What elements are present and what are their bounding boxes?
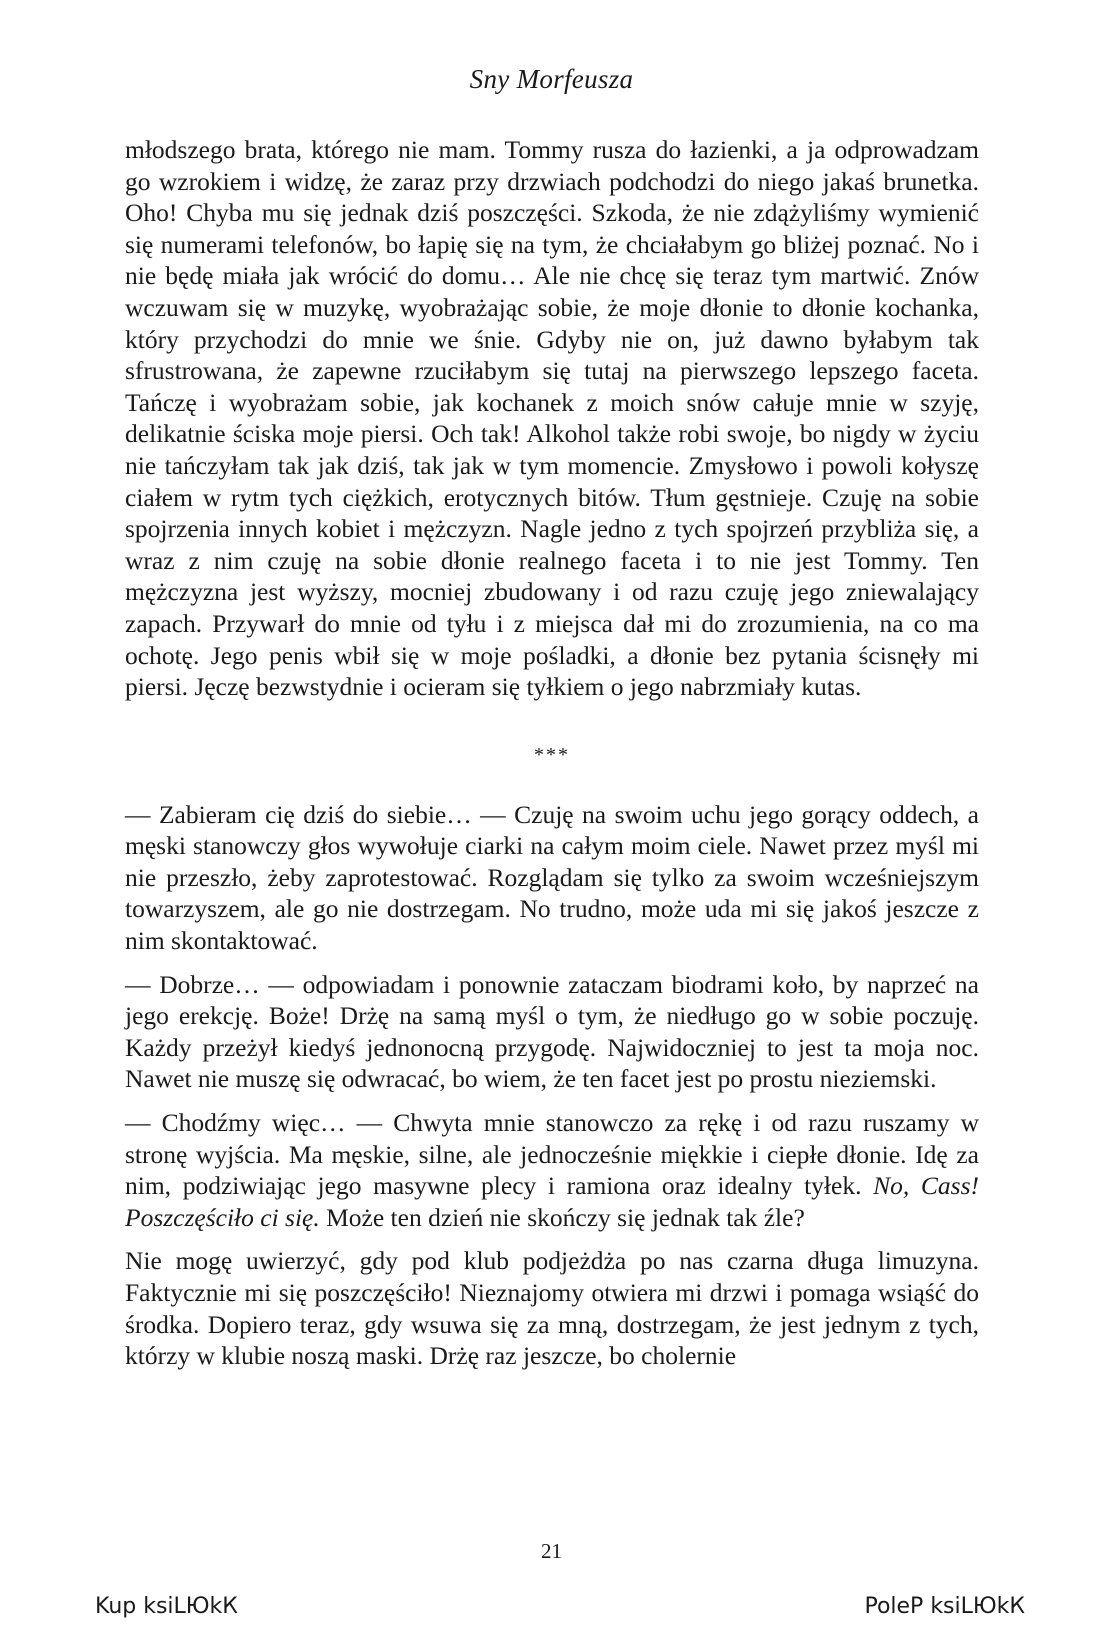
page-number: 21 <box>541 1539 562 1563</box>
italic-thought: No, Cass! Poszczęściło ci się. <box>125 1171 979 1232</box>
running-title: Sny Morfeusza <box>469 64 634 94</box>
dialogue-paragraph: — Dobrze… — odpowiadam i ponownie zataczam biodrami koło, by naprzeć na jego erekcję. Boże! Drżę na samą myśl o tym, że niedługo go w sobie poczuję. Każdy przeżył kiedyś jednonocną przygodę. Najwidoczniej to jest ta moja noc. Nawet nie muszę się odwracać, bo wiem, że ten facet jest po prostu nieziemski. <box>125 969 979 1094</box>
page-body <box>125 134 979 1372</box>
dialogue-paragraph <box>125 1107 979 1233</box>
recommend-book-link[interactable]: PoleP ksiLЮkК <box>864 1594 1025 1619</box>
text-run: Może ten dzień nie skończy się jednak tak źle? <box>319 1202 805 1232</box>
paragraph: młodszego brata, którego nie mam. Tommy rusza do łazienki, a ja odprowadzam go wzrokiem i widzę, że zaraz przy drzwiach podchodzi do niego jakaś brunetka. Oho! Chyba mu się jednak dziś poszczęści. Szkoda, że nie zdążyliśmy wymienić się numerami telefonów, bo łapię się na tym, że chciałabym go bliżej poznać. No i nie będę miała jak wrócić do domu… Ale nie chcę się teraz tym martwić. Znów wczuwam się w muzykę, wyobrażając sobie, że moje dłonie to dłonie kochanka, który przychodzi do mnie we śnie. Gdyby nie on, już dawno byłabym tak sfrustrowana, że zapewne rzuciłabym się tutaj na pierwszego lepszego faceta. Tańczę i wyobrażam sobie, jak kochanek z moich snów całuje mnie w szyję, delikatnie ściska moje piersi. Och tak! Alkohol także robi swoje, bo nigdy w życiu nie tańczyłam tak jak dziś, tak jak w tym momencie. Zmysłowo i powoli kołyszę ciałem w rytm tych ciężkich, erotycznych bitów. Tłum gęstnieje. Czuję na sobie spojrzenia innych kobiet i mężczyzn. Nagle jedno z tych spojrzeń przybliża się, a wraz z nim czuję na sobie dłonie realnego faceta i to nie jest Tommy. Ten mężczyzna jest wyższy, mocniej zbudowany i od razu czuję jego zniewalający zapach. Przywarł do mnie od tyłu i z miejsca dał mi do zrozumienia, na co ma ochotę. Jego penis wbił się w moje pośladki, a dłonie bez pytania ścisnęły mi piersi. Jęczę bezwstydnie i ocieram się tyłkiem o jego nabrzmiały kutas. <box>125 135 979 702</box>
dialogue-paragraph: — Zabieram cię dziś do siebie… — Czuję na swoim uchu jego gorący oddech, a męski stanowczy głos wywołuje ciarki na całym moim ciele. Nawet przez myśl mi nie przeszło, żeby zaprotestować. Rozglądam się tylko za swoim wcześniejszym towarzyszem, ale go nie dostrzegam. No trudno, może uda mi się jakoś jeszcze z nim skontaktować. <box>125 799 979 956</box>
text-run: — Chodźmy więc… — Chwyta mnie stanowczo za rękę i od razu ruszamy w stronę wyjścia. Ma męskie, silne, ale jednocześnie miękkie i ciepłe dłonie. Idę za nim, podziwiając jego masywne plecy i ramiona oraz idealny tyłek. <box>125 1108 979 1201</box>
paragraph: Nie mogę uwierzyć, gdy pod klub podjeżdża po nas czarna długa limuzyna. Faktycznie mi się poszczęściło! Nieznajomy otwiera mi drzwi i pomaga wsiąść do środka. Dopiero teraz, gdy wsuwa się za mną, dostrzegam, że jest jednym z tych, którzy w klubie noszą maski. Drżę raz jeszcze, bo cholernie <box>125 1246 979 1371</box>
buy-book-link[interactable]: Kup ksiLЮkК <box>95 1594 238 1619</box>
section-separator: *** <box>534 743 570 766</box>
